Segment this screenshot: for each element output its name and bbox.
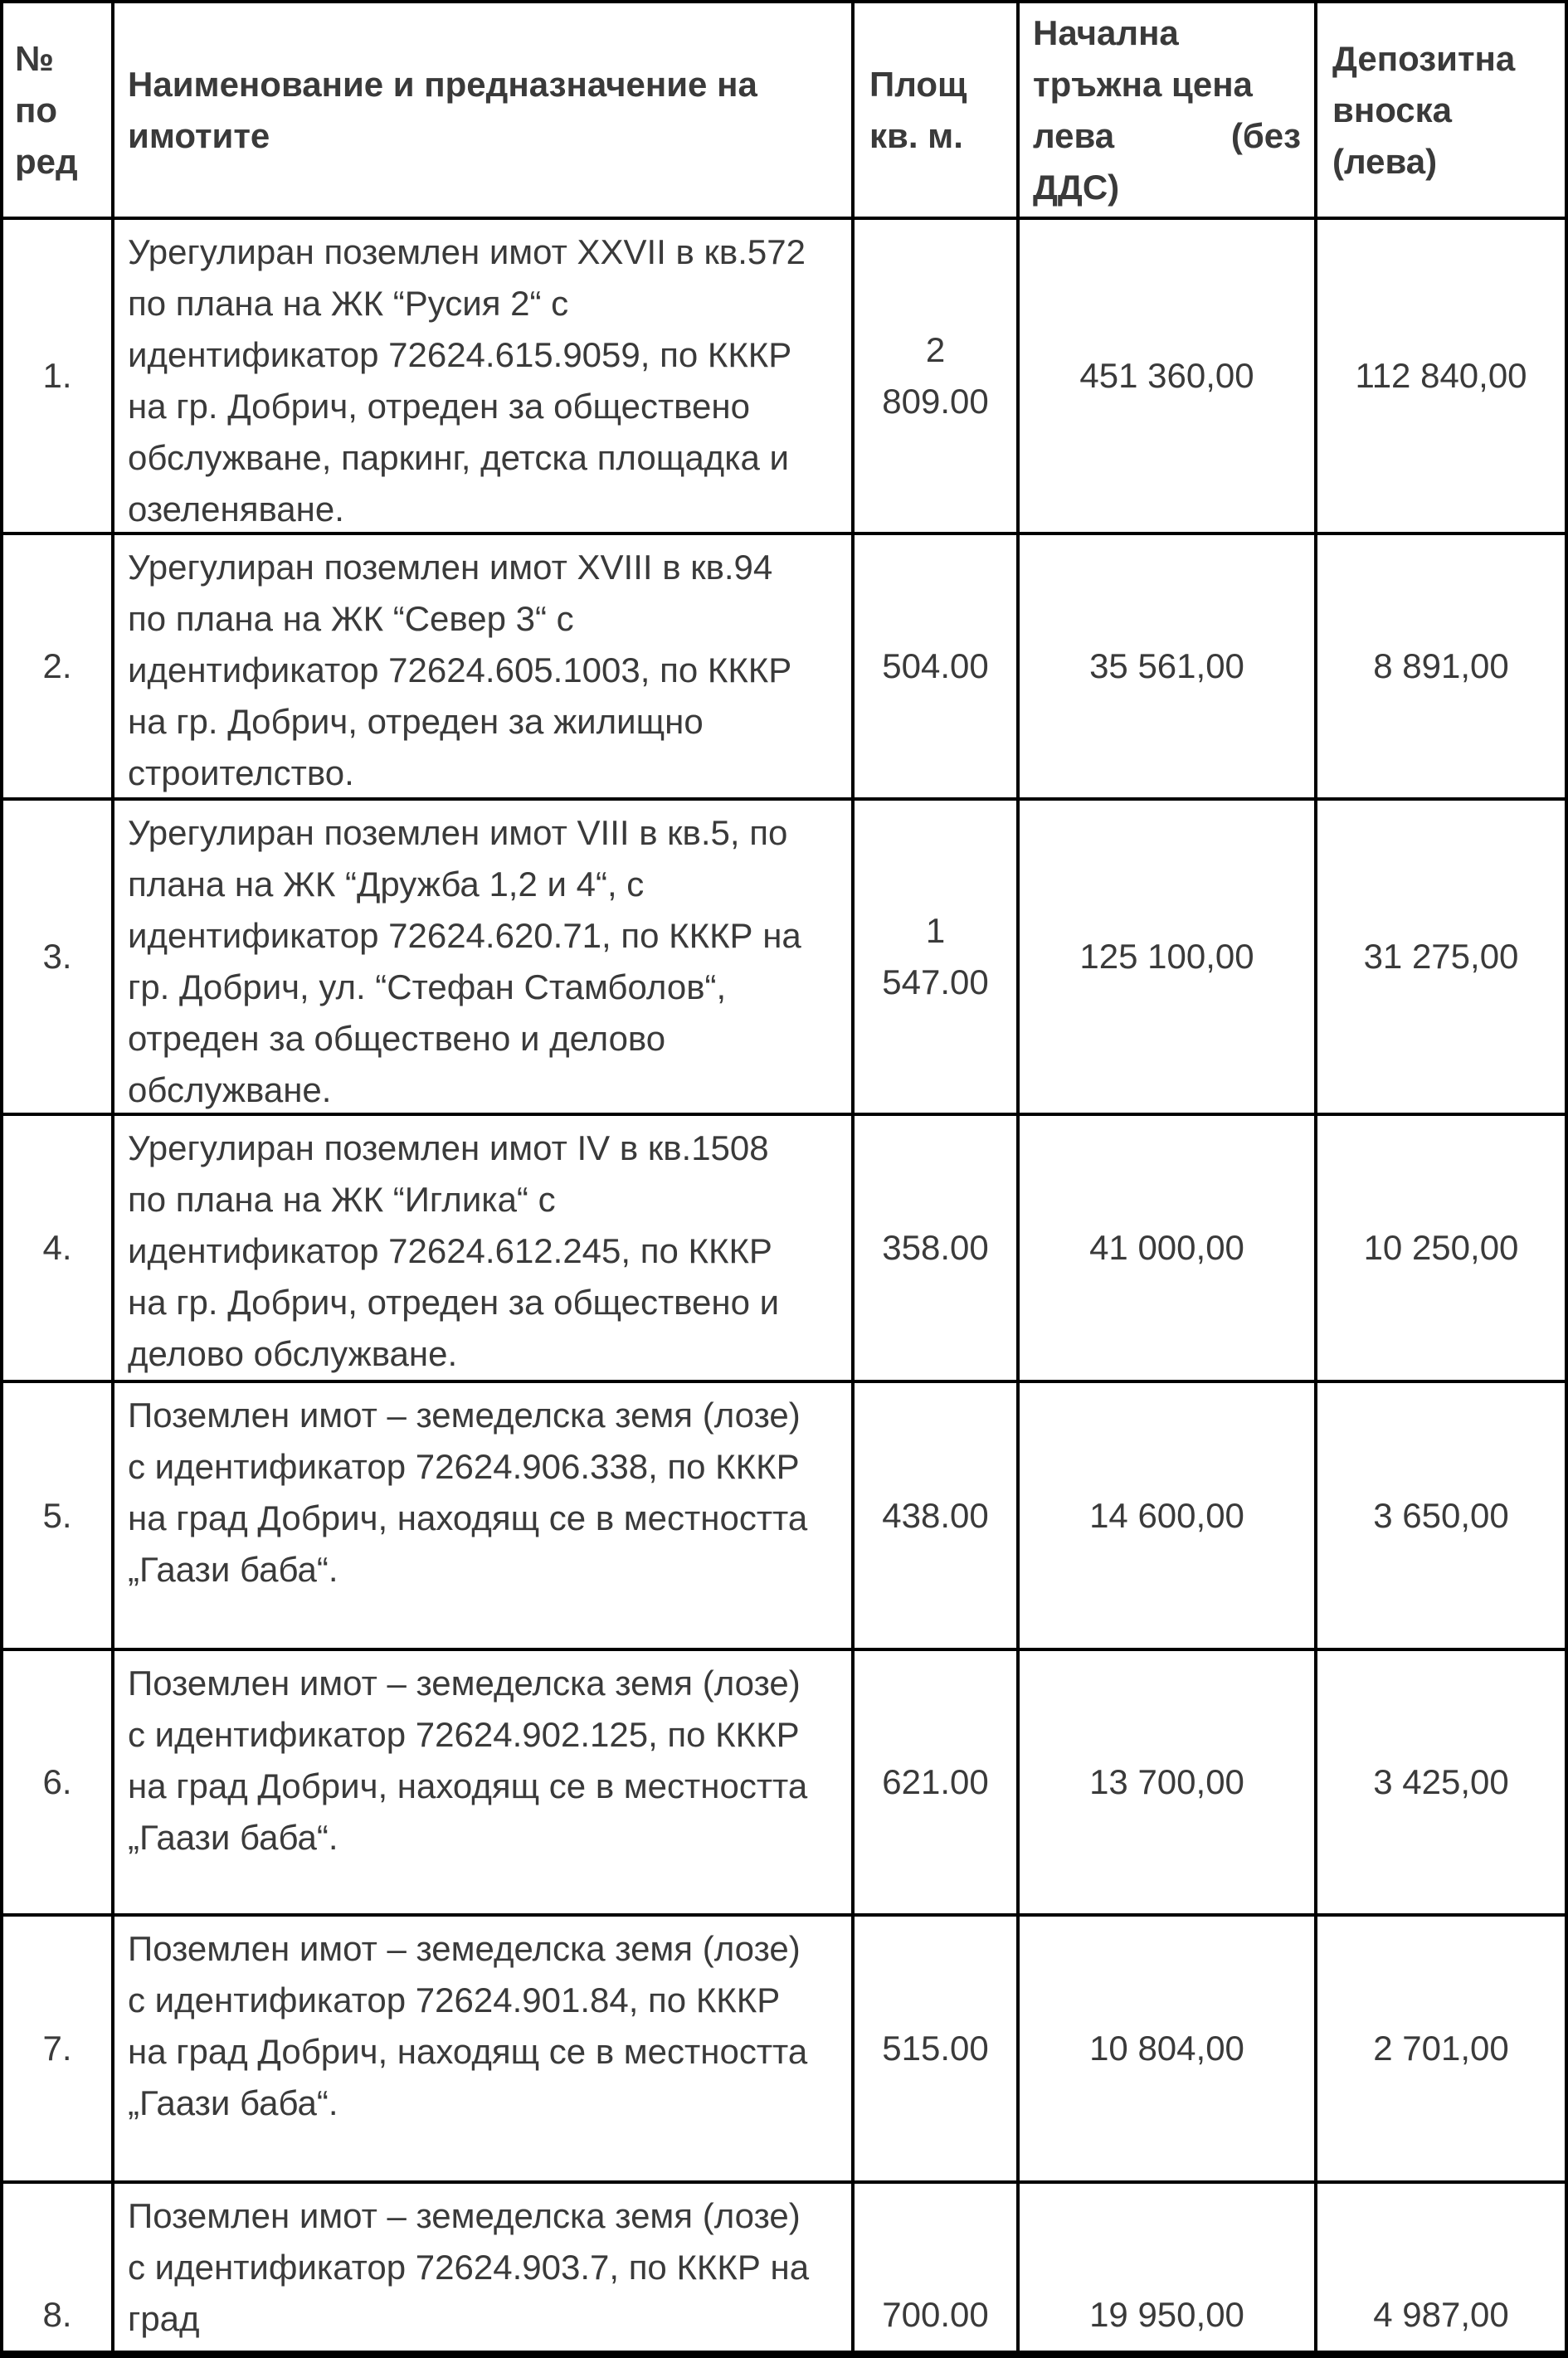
header-area: Площ кв. м.	[855, 3, 1020, 220]
row-number-cell: 5.	[3, 1383, 114, 1651]
area-cell: 504.00	[855, 535, 1020, 801]
price-cell: 14 600,00	[1020, 1383, 1317, 1651]
row-number-cell: 6.	[3, 1651, 114, 1917]
header-price-line3-left: лева	[1033, 115, 1115, 155]
property-description-cell: Поземлен имот – земеделска земя (лозе) с идентификатор 72624.901.84, по КККР на град Добрич, находящ се в местността „Гаази баба“.	[114, 1917, 855, 2184]
price-cell: 19 950,00	[1020, 2184, 1317, 2358]
header-row-number: № по ред	[3, 3, 114, 220]
row-number-cell: 2.	[3, 535, 114, 801]
row-number-cell: 4.	[3, 1116, 114, 1383]
deposit-cell: 112 840,00	[1317, 220, 1568, 535]
header-price-line2: тръжна цена	[1033, 64, 1253, 104]
header-price-line3-right: (без	[1230, 115, 1301, 155]
area-cell: 515.00	[855, 1917, 1020, 2184]
price-cell: 13 700,00	[1020, 1651, 1317, 1917]
header-deposit: Депозитна вноска (лева)	[1317, 3, 1568, 220]
row-number-cell: 7.	[3, 1917, 114, 2184]
property-description-cell: Урегулиран поземлен имот IV в кв.1508 по плана на ЖК “Иглика“ с идентификатор 72624.612.245, по КККР на гр. Добрич, отреден за обществено и делово обслужване.	[114, 1116, 855, 1383]
price-cell: 125 100,00	[1020, 801, 1317, 1116]
deposit-cell: 3 650,00	[1317, 1383, 1568, 1651]
property-description-cell: Поземлен имот – земеделска земя (лозе) с идентификатор 72624.902.125, по КККР на град Добрич, находящ се в местността „Гаази баба“.	[114, 1651, 855, 1917]
property-description-cell: Урегулиран поземлен имот XVIII в кв.94 по плана на ЖК “Север 3“ с идентификатор 72624.605.1003, по КККР на гр. Добрич, отреден за жилищно строителство.	[114, 535, 855, 801]
area-cell: 2 809.00	[855, 220, 1020, 535]
area-cell: 621.00	[855, 1651, 1020, 1917]
deposit-cell: 31 275,00	[1317, 801, 1568, 1116]
deposit-cell: 3 425,00	[1317, 1651, 1568, 1917]
deposit-cell: 10 250,00	[1317, 1116, 1568, 1383]
area-cell: 700.00	[855, 2184, 1020, 2358]
property-description-cell: Поземлен имот – земеделска земя (лозе) с идентификатор 72624.906.338, по КККР на град Добрич, находящ се в местността „Гаази баба“.	[114, 1383, 855, 1651]
property-description-cell: Поземлен имот – земеделска земя (лозе) с идентификатор 72624.903.7, по КККР на град	[114, 2184, 855, 2358]
row-number-cell: 8.	[3, 2184, 114, 2358]
price-cell: 451 360,00	[1020, 220, 1317, 535]
price-cell: 10 804,00	[1020, 1917, 1317, 2184]
area-cell: 438.00	[855, 1383, 1020, 1651]
deposit-cell: 4 987,00	[1317, 2184, 1568, 2358]
header-name-purpose: Наименование и предназначение на имотите	[114, 3, 855, 220]
property-description-cell: Урегулиран поземлен имот VIII в кв.5, по плана на ЖК “Дружба 1,2 и 4“, с идентификатор 72624.620.71, по КККР на гр. Добрич, ул. “Стефан Стамболов“, отреден за обществено и делово обслужване.	[114, 801, 855, 1116]
area-cell: 1 547.00	[855, 801, 1020, 1116]
row-number-cell: 1.	[3, 220, 114, 535]
header-price-line3	[1033, 110, 1301, 162]
header-price-line4: ДДС)	[1033, 167, 1120, 207]
property-description-cell: Урегулиран поземлен имот XXVII в кв.572 по плана на ЖК “Русия 2“ с идентификатор 72624.615.9059, по КККР на гр. Добрич, отреден за обществено обслужване, паркинг, детска площадка и озеленяване.	[114, 220, 855, 535]
deposit-cell: 8 891,00	[1317, 535, 1568, 801]
header-price-line1: Начална	[1033, 12, 1179, 52]
row-number-cell: 3.	[3, 801, 114, 1116]
price-cell: 35 561,00	[1020, 535, 1317, 801]
deposit-cell: 2 701,00	[1317, 1917, 1568, 2184]
price-cell: 41 000,00	[1020, 1116, 1317, 1383]
area-cell: 358.00	[855, 1116, 1020, 1383]
header-starting-price	[1020, 3, 1317, 220]
page-bottom-edge	[3, 2351, 1568, 2358]
